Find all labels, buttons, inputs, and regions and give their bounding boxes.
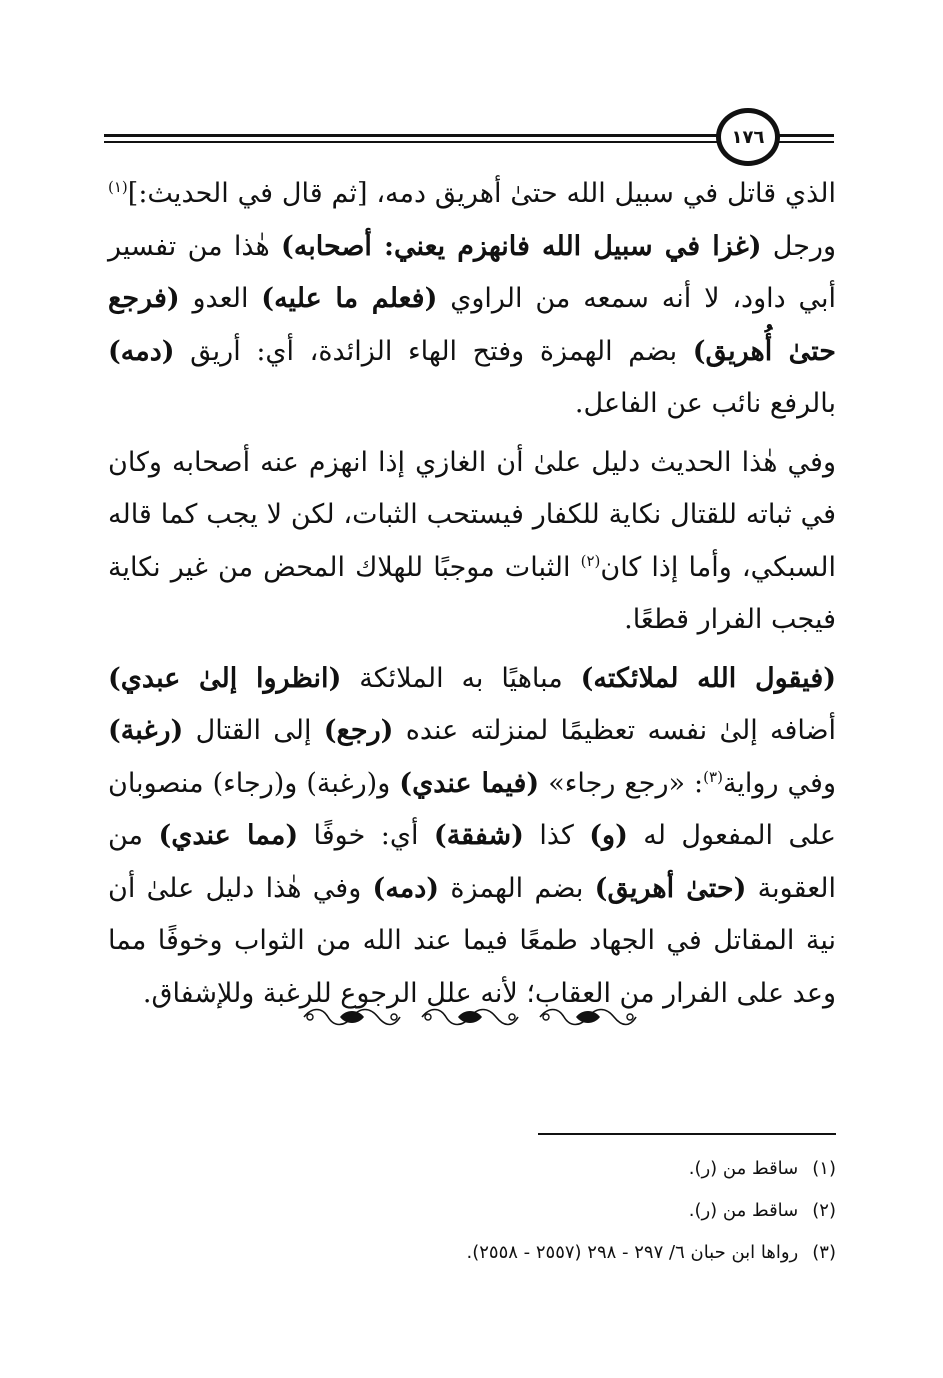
hadith-quote: (غزا في سبيل الله فانهزم يعني: أصحابه) xyxy=(281,230,762,262)
main-text xyxy=(108,168,836,1020)
hadith-quote: (فرجع حتىٰ أُهريق) xyxy=(108,283,837,367)
text-run: أضافه إلىٰ نفسه تعظيمًا لمنزلته عنده xyxy=(393,715,837,746)
footnote-ref: (١) xyxy=(108,178,128,196)
footnote-text: ساقط من (ر). xyxy=(688,1158,799,1179)
footnote-item xyxy=(108,1232,836,1274)
footnote-number: (٢) xyxy=(812,1200,836,1221)
page-number: ١٧٦ xyxy=(716,108,780,166)
hadith-quote: (شفقة) xyxy=(433,820,524,851)
hadith-quote: (دمه) xyxy=(108,335,175,367)
footnote-item xyxy=(108,1190,836,1232)
hadith-quote: (دمه) xyxy=(372,872,440,904)
footnote-number: (١) xyxy=(812,1158,836,1179)
text-run: وفي هٰذا الحديث دليل علىٰ أن الغازي إذا انهزم عنه أصحابه وكان في ثباته للقتال نكاية للكفار فيستحب الثبات، لكن لا يجب كما قاله السبكي، وأما إذا كان xyxy=(108,446,836,583)
paragraph xyxy=(108,653,836,1021)
text-run: الذي قاتل في سبيل الله حتىٰ أهريق دمه، [ثم قال في الحديث:] xyxy=(127,178,836,209)
flourish-icon xyxy=(536,1005,640,1029)
text-run: وفي رواية xyxy=(722,767,836,799)
page-header xyxy=(104,108,834,168)
paragraph xyxy=(108,168,836,431)
hadith-quote: (فعلم ما عليه) xyxy=(261,283,438,314)
footnote-separator xyxy=(538,1133,836,1135)
text-run: العدو xyxy=(179,283,262,314)
text-run: هٰذا من تفسير أبي داود، لا أنه سمعه من الراوي xyxy=(108,230,836,314)
text-run: إلى القتال xyxy=(183,715,324,746)
hadith-quote: (فيما عندي) xyxy=(399,767,540,799)
paragraph xyxy=(108,437,836,647)
footnotes xyxy=(108,1148,836,1274)
text-run: و(رغبة) و(رجاء) منصوبان على المفعول له xyxy=(108,767,837,851)
section-divider-ornament xyxy=(300,1004,640,1030)
hadith-quote: (رجع) xyxy=(323,715,394,746)
text-run: بضم الهمزة وفتح الهاء الزائدة، أي: أريق xyxy=(174,335,693,367)
footnote-text: رواها ابن حبان ٦/ ٢٩٧ - ٢٩٨ (٢٥٥٧ - ٢٥٥٨). xyxy=(466,1242,799,1263)
footnote-item xyxy=(108,1148,836,1190)
hadith-quote: (فيقول الله لملائكته) xyxy=(580,662,837,694)
text-run: : «رجع رجاء» xyxy=(539,767,704,799)
text-run: وفي هٰذا دليل علىٰ أن نية المقاتل في الجهاد طمعًا فيما عند الله من الثواب وخوفًا مما وعد على الفرار من العقاب؛ لأنه علل الرجوع للرغبة وللإشفاق. xyxy=(108,872,836,1009)
text-run: مباهيًا به الملائكة xyxy=(341,662,581,694)
flourish-icon xyxy=(418,1005,522,1029)
footnote-ref: (٣) xyxy=(703,767,723,786)
flourish-icon xyxy=(300,1005,404,1029)
hadith-quote: (مما عندي) xyxy=(158,820,299,851)
footnote-number: (٣) xyxy=(812,1242,836,1263)
text-run: بضم الهمزة xyxy=(439,872,595,904)
hadith-quote: (رغبة) xyxy=(108,715,184,746)
text-run: بالرفع نائب عن الفاعل. xyxy=(574,388,836,419)
text-run: ورجل xyxy=(761,230,836,262)
footnote-ref: (٢) xyxy=(580,551,601,570)
hadith-quote: (انظروا إلىٰ عبدي) xyxy=(108,662,342,694)
text-run: من العقوبة xyxy=(108,820,836,904)
text-run: كذا xyxy=(523,820,590,851)
text-run: الثبات موجبًا للهلاك المحض من غير نكاية فيجب الفرار قطعًا. xyxy=(108,551,836,635)
hadith-quote: (و) xyxy=(589,820,628,851)
text-run: أي: خوفًا xyxy=(298,820,434,851)
footnote-text: ساقط من (ر). xyxy=(688,1200,799,1221)
hadith-quote: (حتىٰ أهريق) xyxy=(594,872,747,904)
